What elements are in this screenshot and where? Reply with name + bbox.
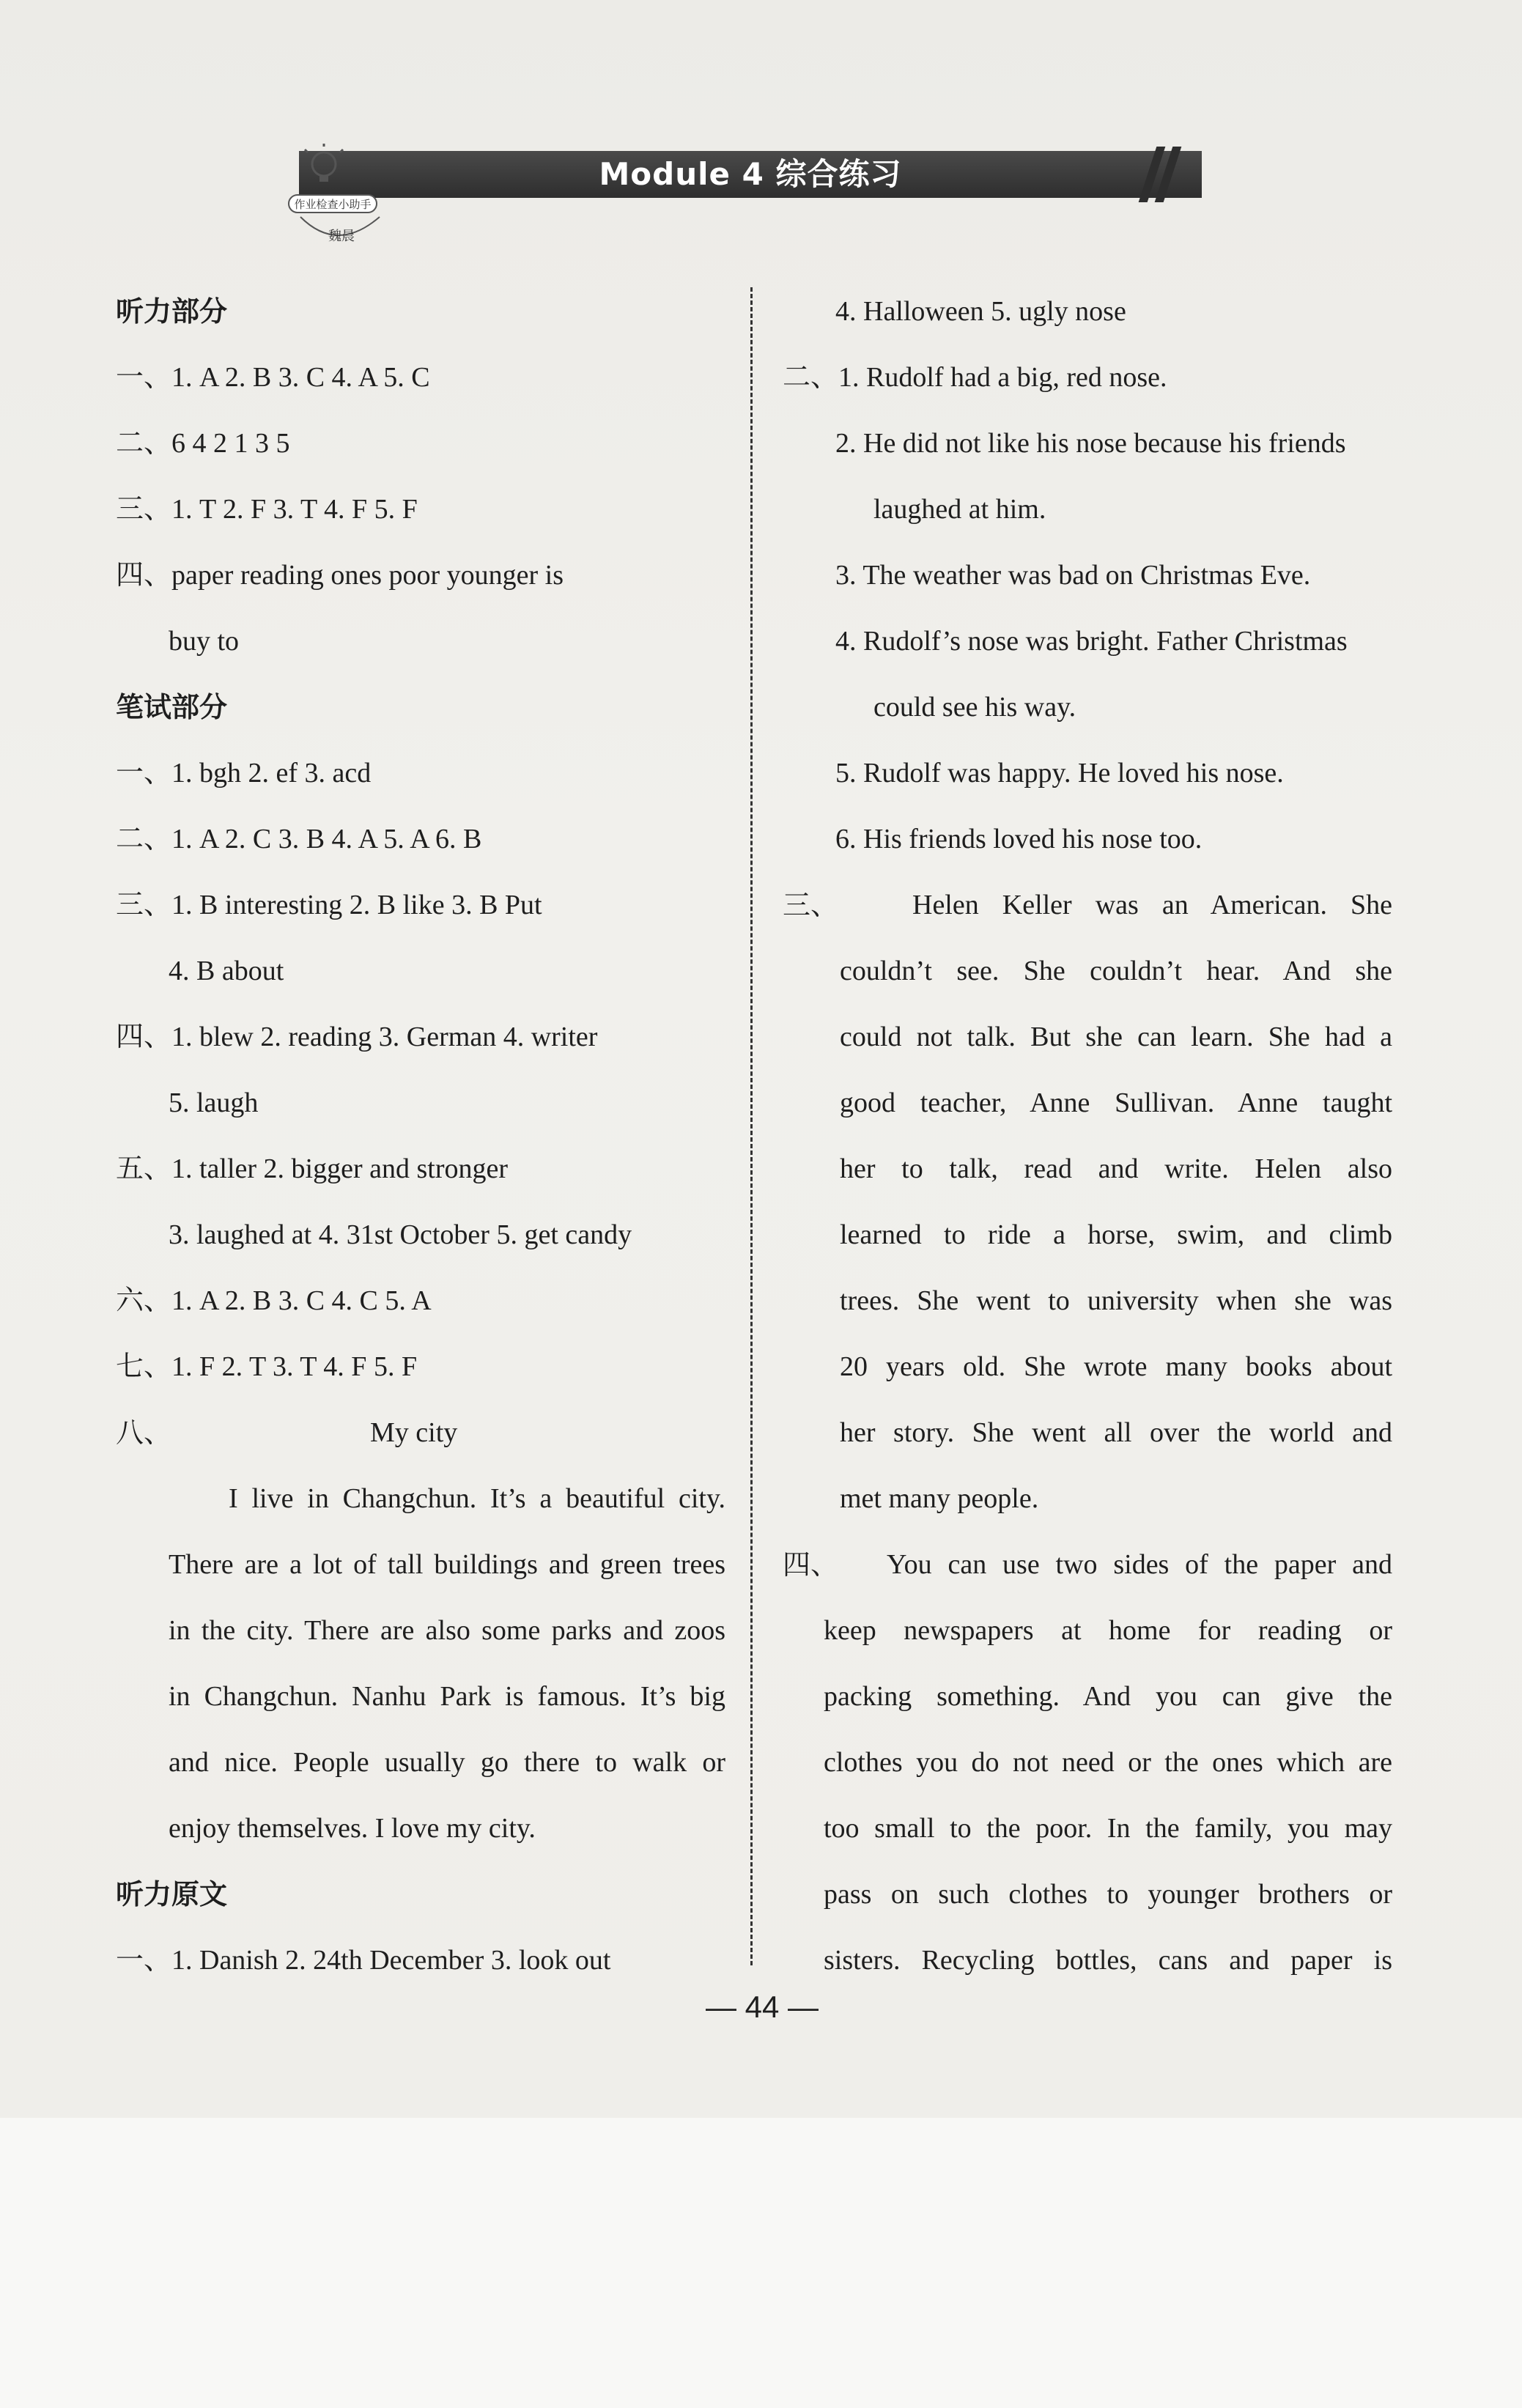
answer-line: 七、1. F 2. T 3. T 4. F 5. F xyxy=(116,1351,418,1382)
answer-line: 三、1. B interesting 2. B like 3. B Put xyxy=(116,890,542,920)
passage-line: could not talk. But she can learn. She had a xyxy=(840,1022,1392,1052)
passage-line: clothes you do not need or the ones which are xyxy=(824,1747,1392,1778)
module-banner xyxy=(299,151,1202,198)
answer-line: 八、 xyxy=(116,1417,172,1449)
passage-line: met many people. xyxy=(840,1483,1039,1514)
answer-line: 二、1. Rudolf had a big, red nose. xyxy=(783,362,1167,393)
answer-line: 4. B about xyxy=(169,956,284,986)
passage-line: too small to the poor. In the family, you may xyxy=(824,1813,1392,1844)
answer-line: 三、 xyxy=(783,889,839,921)
passage-line: packing something. And you can give the xyxy=(824,1681,1392,1712)
answer-line: 一、1. Danish 2. 24th December 3. look out xyxy=(116,1945,611,1976)
answer-line: 五、1. taller 2. bigger and stronger xyxy=(116,1153,509,1184)
answer-line: 4. Halloween 5. ugly nose xyxy=(835,296,1126,327)
answer-line: 一、1. A 2. B 3. C 4. A 5. C xyxy=(116,362,430,393)
answer-line: 3. The weather was bad on Christmas Eve. xyxy=(835,560,1311,591)
essay-line: There are a lot of tall buildings and green trees xyxy=(169,1549,725,1580)
answer-line: 四、 xyxy=(783,1548,839,1581)
section-heading-writing: 笔试部分 xyxy=(116,691,228,723)
answer-line: 四、paper reading ones poor younger is xyxy=(116,560,564,591)
passage-line: Helen Keller was an American. She xyxy=(912,890,1392,920)
answer-line: 二、1. A 2. C 3. B 4. A 5. A 6. B xyxy=(116,824,482,854)
passage-line: couldn’t see. She couldn’t hear. And she xyxy=(840,956,1392,986)
answer-line: 六、1. A 2. B 3. C 4. C 5. A xyxy=(116,1285,432,1316)
badge-label: 魏晨 xyxy=(328,229,355,244)
passage-line: trees. She went to university when she was xyxy=(840,1285,1392,1316)
passage-line: sisters. Recycling bottles, cans and paper is xyxy=(824,1945,1392,1976)
page-bottom-margin xyxy=(0,2118,1522,2408)
answer-line: 二、6 4 2 1 3 5 xyxy=(116,428,290,459)
essay-line: I live in Changchun. It’s a beautiful city. xyxy=(229,1483,725,1514)
answer-line: 5. laugh xyxy=(169,1087,259,1118)
essay-line: in Changchun. Nanhu Park is famous. It’s big xyxy=(169,1681,725,1712)
answer-line: laughed at him. xyxy=(873,494,1046,525)
answer-line: 三、1. T 2. F 3. T 4. F 5. F xyxy=(116,494,418,525)
section-heading-listening: 听力部分 xyxy=(116,295,228,328)
answer-line: could see his way. xyxy=(873,692,1076,723)
badge-text: 作业检查小助手 xyxy=(294,198,372,211)
answer-line: 一、1. bgh 2. ef 3. acd xyxy=(116,758,372,788)
passage-line: You can use two sides of the paper and xyxy=(887,1549,1392,1580)
answer-line: buy to xyxy=(169,626,240,657)
essay-title: My city xyxy=(370,1417,458,1448)
passage-line: 20 years old. She wrote many books about xyxy=(840,1351,1392,1382)
passage-line: pass on such clothes to younger brothers or xyxy=(824,1879,1392,1910)
page-number: — 44 — xyxy=(705,1990,819,2024)
passage-line: good teacher, Anne Sullivan. Anne taught xyxy=(840,1087,1392,1118)
answer-line: 6. His friends loved his nose too. xyxy=(835,824,1203,854)
passage-line: her to talk, read and write. Helen also xyxy=(840,1153,1392,1184)
module-title: Module 4 综合练习 xyxy=(599,156,902,192)
answer-line: 5. Rudolf was happy. He loved his nose. xyxy=(835,758,1284,788)
helper-badge-icon xyxy=(286,144,388,254)
passage-line: her story. She went all over the world and xyxy=(840,1417,1392,1448)
essay-line: in the city. There are also some parks and zoos xyxy=(169,1615,725,1646)
answer-line: 4. Rudolf’s nose was bright. Father Christmas xyxy=(835,626,1348,657)
column-divider xyxy=(750,287,753,1965)
passage-line: keep newspapers at home for reading or xyxy=(824,1615,1392,1646)
passage-line: learned to ride a horse, swim, and climb xyxy=(840,1219,1392,1250)
answer-line: 四、1. blew 2. reading 3. German 4. writer xyxy=(116,1022,598,1052)
essay-line: enjoy themselves. I love my city. xyxy=(169,1813,536,1844)
answer-line: 2. He did not like his nose because his friends xyxy=(835,428,1346,459)
essay-line: and nice. People usually go there to walk or xyxy=(169,1747,725,1778)
section-heading-transcript: 听力原文 xyxy=(116,1878,228,1910)
answer-line: 3. laughed at 4. 31st October 5. get candy xyxy=(169,1219,632,1250)
